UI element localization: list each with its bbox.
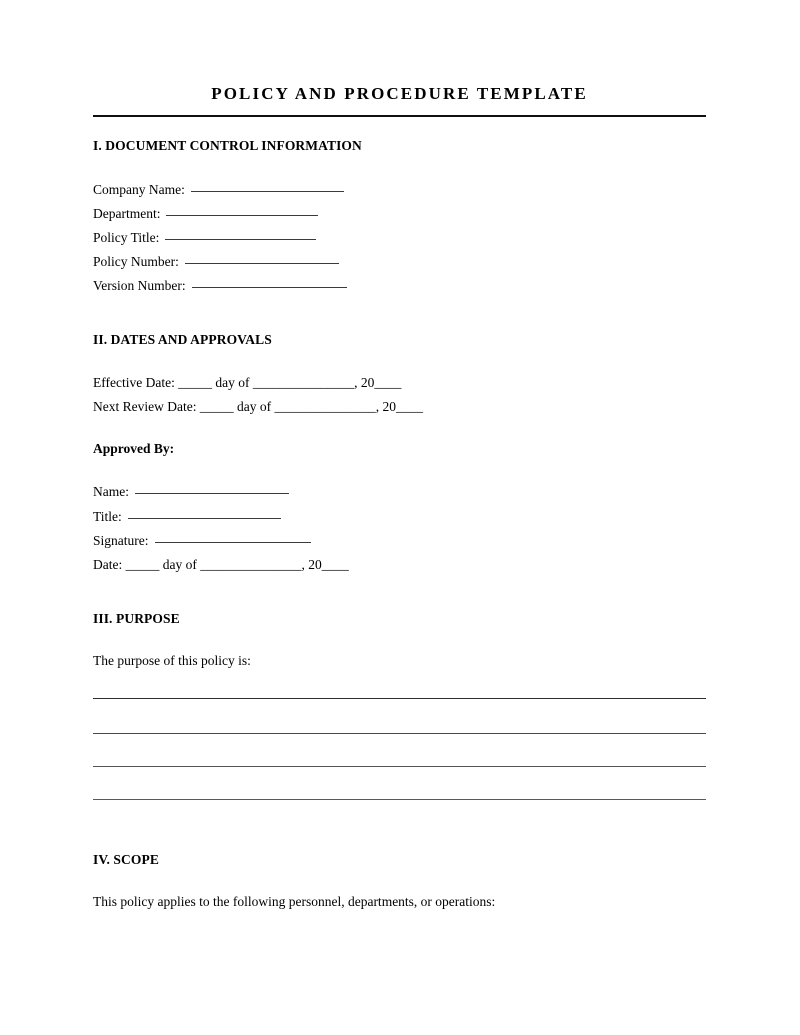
scope-intro-text: This policy applies to the following personnel, departments, or operations: (93, 893, 496, 909)
field-label-approval-date: Date: (93, 556, 123, 572)
field-row-effective-date (93, 371, 706, 395)
purpose-writing-rules (93, 698, 706, 800)
field-blank-policy-title[interactable] (165, 239, 316, 240)
field-text-approval-year-prefix: , 20 (301, 556, 322, 572)
field-blank-review-year[interactable]: ____ (395, 398, 423, 414)
purpose-blank-line-3[interactable] (93, 766, 706, 767)
field-blank-approval-month[interactable]: _______________ (200, 556, 302, 572)
field-label-next-review-date: Next Review Date: (93, 398, 197, 414)
field-row-approval-date (93, 553, 706, 577)
field-row-company-name (93, 178, 706, 202)
field-blank-effective-month[interactable]: _______________ (252, 374, 355, 390)
field-label-version-number: Version Number: (93, 278, 186, 294)
field-blank-review-day[interactable]: _____ (199, 398, 234, 414)
purpose-blank-line-4[interactable] (93, 799, 706, 800)
field-label-policy-number: Policy Number: (93, 254, 179, 270)
field-label-approver-name: Name: (93, 484, 129, 500)
approval-fields (93, 480, 706, 577)
sub-heading-approved-by: Approved By: (93, 441, 175, 457)
field-blank-review-month[interactable]: _______________ (274, 398, 376, 414)
page-title: POLICY AND PROCEDURE TEMPLATE (211, 84, 588, 103)
document-control-fields (93, 178, 706, 299)
field-label-effective-date: Effective Date: (93, 374, 175, 390)
section-heading-document-control: I. DOCUMENT CONTROL INFORMATION (93, 138, 362, 154)
field-blank-signature[interactable] (155, 542, 311, 543)
field-blank-version-number[interactable] (192, 287, 347, 288)
field-blank-effective-day[interactable]: _____ (178, 374, 212, 390)
field-label-policy-title: Policy Title: (93, 229, 160, 245)
field-label-company-name: Company Name: (93, 181, 185, 197)
field-blank-approval-year[interactable]: ____ (321, 556, 349, 572)
field-text-approval-day-of: day of (162, 556, 197, 572)
field-text-review-day-of: day of (236, 398, 272, 414)
field-text-effective-day-of: day of (215, 374, 250, 390)
field-blank-effective-year[interactable]: ____ (374, 374, 402, 390)
field-row-version-number (93, 274, 706, 298)
field-label-signature: Signature: (93, 532, 149, 548)
field-row-approver-name (93, 480, 706, 504)
field-row-next-review-date (93, 395, 706, 419)
field-row-approver-title (93, 505, 706, 529)
section-heading-scope: IV. SCOPE (93, 851, 159, 867)
section-heading-purpose: III. PURPOSE (93, 611, 180, 627)
title-divider (93, 115, 706, 117)
field-label-approver-title: Title: (93, 508, 122, 524)
field-blank-company-name[interactable] (191, 191, 344, 192)
purpose-intro-text: The purpose of this policy is: (93, 653, 251, 669)
field-row-policy-number (93, 250, 706, 274)
field-row-department (93, 202, 706, 226)
section-heading-dates-approvals: II. DATES AND APPROVALS (93, 331, 272, 347)
field-blank-policy-number[interactable] (185, 263, 339, 264)
purpose-blank-line-1[interactable] (93, 698, 706, 699)
field-blank-approval-day[interactable]: _____ (125, 556, 160, 572)
field-text-effective-year-prefix: , 20 (354, 374, 375, 390)
field-blank-approver-name[interactable] (135, 493, 289, 494)
purpose-blank-line-2[interactable] (93, 733, 706, 734)
field-row-signature (93, 529, 706, 553)
document-content (93, 0, 706, 914)
dates-block (93, 371, 706, 419)
field-label-department: Department: (93, 205, 161, 221)
field-text-review-year-prefix: , 20 (375, 398, 396, 414)
field-blank-department[interactable] (166, 215, 318, 216)
field-blank-approver-title[interactable] (128, 518, 281, 519)
field-row-policy-title (93, 226, 706, 250)
